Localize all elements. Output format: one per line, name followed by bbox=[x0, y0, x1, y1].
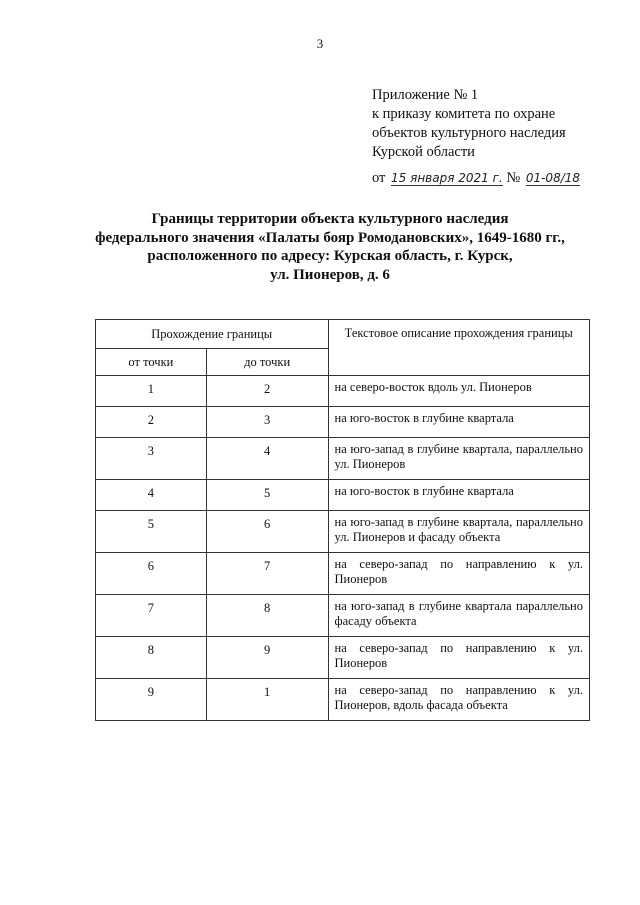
document-title bbox=[60, 210, 600, 284]
appendix-header bbox=[372, 86, 566, 162]
table-row bbox=[96, 438, 590, 480]
boundary-table bbox=[95, 319, 590, 721]
cell-description: на юго-запад в глубине квартала параллельно фасаду объекта bbox=[328, 595, 590, 637]
header-from: от точки bbox=[96, 349, 207, 376]
cell-from: 6 bbox=[96, 553, 207, 595]
cell-from: 5 bbox=[96, 511, 207, 553]
cell-to: 3 bbox=[206, 407, 328, 438]
table-row bbox=[96, 637, 590, 679]
title-line: Границы территории объекта культурного наследия bbox=[151, 211, 509, 227]
table-row bbox=[96, 511, 590, 553]
appendix-line: Курской области bbox=[372, 144, 475, 160]
cell-from: 2 bbox=[96, 407, 207, 438]
cell-from: 3 bbox=[96, 438, 207, 480]
order-number-handwritten: 01-08/18 bbox=[525, 171, 581, 185]
title-line: ул. Пионеров, д. 6 bbox=[270, 266, 390, 283]
cell-description: на юго-восток в глубине квартала bbox=[328, 407, 590, 438]
appendix-line: объектов культурного наследия bbox=[372, 125, 566, 141]
table-row bbox=[96, 679, 590, 721]
appendix-line: Приложение № 1 bbox=[372, 87, 479, 103]
cell-description: на юго-запад в глубине квартала, параллельно ул. Пионеров bbox=[328, 438, 590, 480]
cell-to: 4 bbox=[206, 438, 328, 480]
page-number: 3 bbox=[316, 36, 324, 51]
table-row bbox=[96, 407, 590, 438]
header-description: Текстовое описание прохождения границы bbox=[328, 320, 590, 376]
cell-from: 7 bbox=[96, 595, 207, 637]
cell-from: 1 bbox=[96, 376, 207, 407]
title-line: федерального значения «Палаты бояр Ромодановских», 1649-1680 гг., bbox=[95, 229, 565, 246]
table-row bbox=[96, 595, 590, 637]
cell-to: 2 bbox=[206, 376, 328, 407]
cell-description: на северо-запад по направлению к ул. Пионеров bbox=[328, 637, 590, 679]
cell-description: на северо-восток вдоль ул. Пионеров bbox=[328, 376, 590, 407]
cell-from: 9 bbox=[96, 679, 207, 721]
table-row bbox=[96, 480, 590, 511]
cell-description: на северо-запад по направлению к ул. Пионеров, вдоль фасада объекта bbox=[328, 679, 590, 721]
cell-description: на юго-восток в глубине квартала bbox=[328, 480, 590, 511]
order-prefix: от bbox=[372, 170, 386, 186]
cell-to: 9 bbox=[206, 637, 328, 679]
cell-to: 8 bbox=[206, 595, 328, 637]
order-number-label: № bbox=[506, 170, 521, 186]
table-row bbox=[96, 553, 590, 595]
order-date-handwritten: 15 января 2021 г. bbox=[391, 171, 503, 185]
cell-from: 8 bbox=[96, 637, 207, 679]
cell-to: 5 bbox=[206, 480, 328, 511]
cell-description: на юго-запад в глубине квартала, параллельно ул. Пионеров и фасаду объекта bbox=[328, 511, 590, 553]
cell-to: 7 bbox=[206, 553, 328, 595]
cell-to: 6 bbox=[206, 511, 328, 553]
header-to: до точки bbox=[206, 349, 328, 376]
title-line: расположенного по адресу: Курская область, г. Курск, bbox=[147, 248, 513, 264]
cell-from: 4 bbox=[96, 480, 207, 511]
cell-to: 1 bbox=[206, 679, 328, 721]
appendix-line: к приказу комитета по охране bbox=[372, 106, 556, 122]
cell-description: на северо-запад по направлению к ул. Пионеров bbox=[328, 553, 590, 595]
order-line bbox=[372, 170, 580, 187]
table-row bbox=[96, 376, 590, 407]
header-group: Прохождение границы bbox=[96, 320, 329, 349]
